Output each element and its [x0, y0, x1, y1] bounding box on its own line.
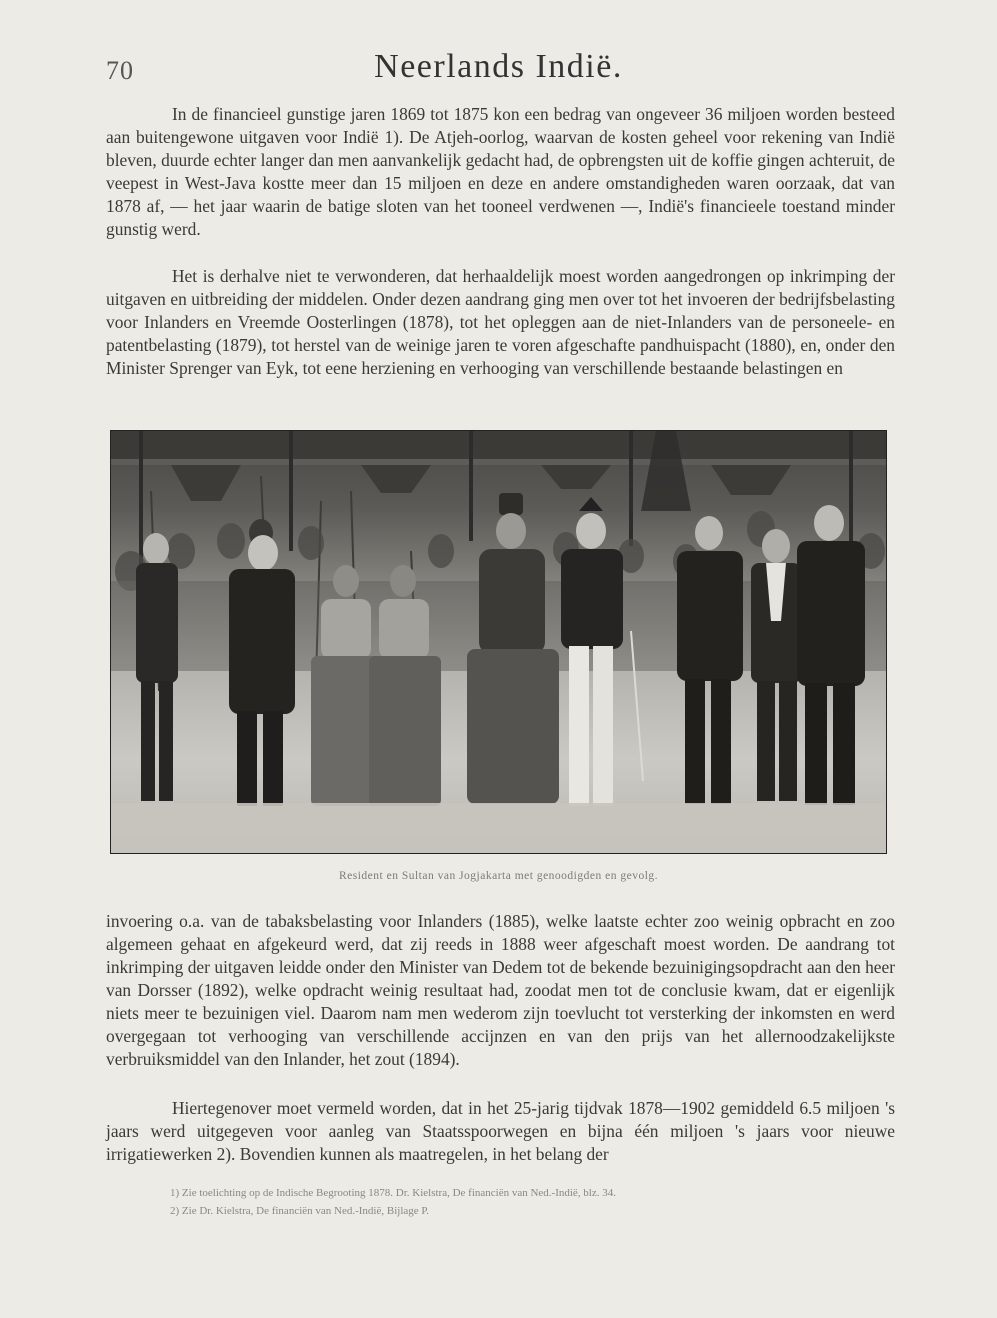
running-title: Neerlands Indië. [374, 48, 623, 85]
paragraph-1: In de financieel gunstige jaren 1869 tot 1875 kon een bedrag van ongeveer 36 miljoen worden besteed aan buitengewone uitgaven voor Indië 1). De Atjeh-oorlog, waarvan de kosten geheel voor rekening van Indië bleven, duurde echter langer dan men aanvankelijk gedacht had, de opbrengsten uit de koffie gingen achteruit, de veepest in West-Java kostte meer dan 15 miljoen en deze en andere omstandigheden waren oorzaak, dat van 1878 af, — het jaar waarin de batige sloten van het tooneel verdwenen —, Indië's financieele toestand minder gunstig werd. [106, 104, 895, 239]
figure-caption: Resident en Sultan van Jogjakarta met genoodigden en gevolg. [338, 870, 659, 882]
page-header [0, 46, 997, 96]
paragraph-2: Het is derhalve niet te verwonderen, dat herhaaldelijk moest worden aangedrongen op inkrimping der uitgaven en uitbreiding der middelen. Onder dezen aandrang ging men over tot het invoeren der bedrijfsbelasting voor Inlanders en Vreemde Oosterlingen (1878), tot het opleggen aan de niet-Inlanders van de personeele- en patentbelasting (1879), tot herstel van de weinige jaren te voren afgeschafte pandhuispacht (1880), en, onder den Minister Sprenger van Eyk, tot eene herziening en verhooging van verschillende bestaande belastingen en [106, 266, 895, 378]
photo-illustration [111, 431, 886, 853]
page-number: 70 [106, 56, 134, 85]
footnotes [170, 1184, 900, 1220]
paragraph-3: invoering o.a. van de tabaksbelasting voor Inlanders (1885), welke laatste echter zoo weinig opbracht en zoo algemeen gehaat en afgekeurd werd, dat zij reeds in 1888 weer afgeschaft moest worden. De aandrang tot inkrimping der uitgaven leidde onder den Minister van Dedem tot de bekende bezuinigingsopdracht aan den heer van Dorsser (1892), welke opdracht weinig resultaat had, zoodat men tot de conclusie kwam, dat er eigenlijk niets meer te bezuinigen viel. Daarom nam men wederom zijn toevlucht tot versterking der inkomsten en werd overgegaan tot verhooging van verschillende accijnzen en van den prijs van het allernoodzakelijkste verbruiksmiddel van den Inlander, het zout (1894). [106, 911, 895, 1069]
group-photograph [110, 430, 887, 854]
footnote-2: 2) Zie Dr. Kielstra, De financiën van Ned.-Indië, Bijlage P. [170, 1205, 430, 1217]
paragraph-4: Hiertegenover moet vermeld worden, dat in het 25-jarig tijdvak 1878—1902 gemiddeld 6.5 miljoen 's jaars werd uitgegeven voor aanleg van Staatsspoorwegen en bijna één miljoen 's jaars voor nieuwe irrigatiewerken 2). Bovendien kunnen als maatregelen, in het belang der [106, 1098, 895, 1164]
footnote-1: 1) Zie toelichting op de Indische Begrooting 1878. Dr. Kielstra, De financiën van Ned.-Indië, blz. 34. [170, 1187, 616, 1199]
